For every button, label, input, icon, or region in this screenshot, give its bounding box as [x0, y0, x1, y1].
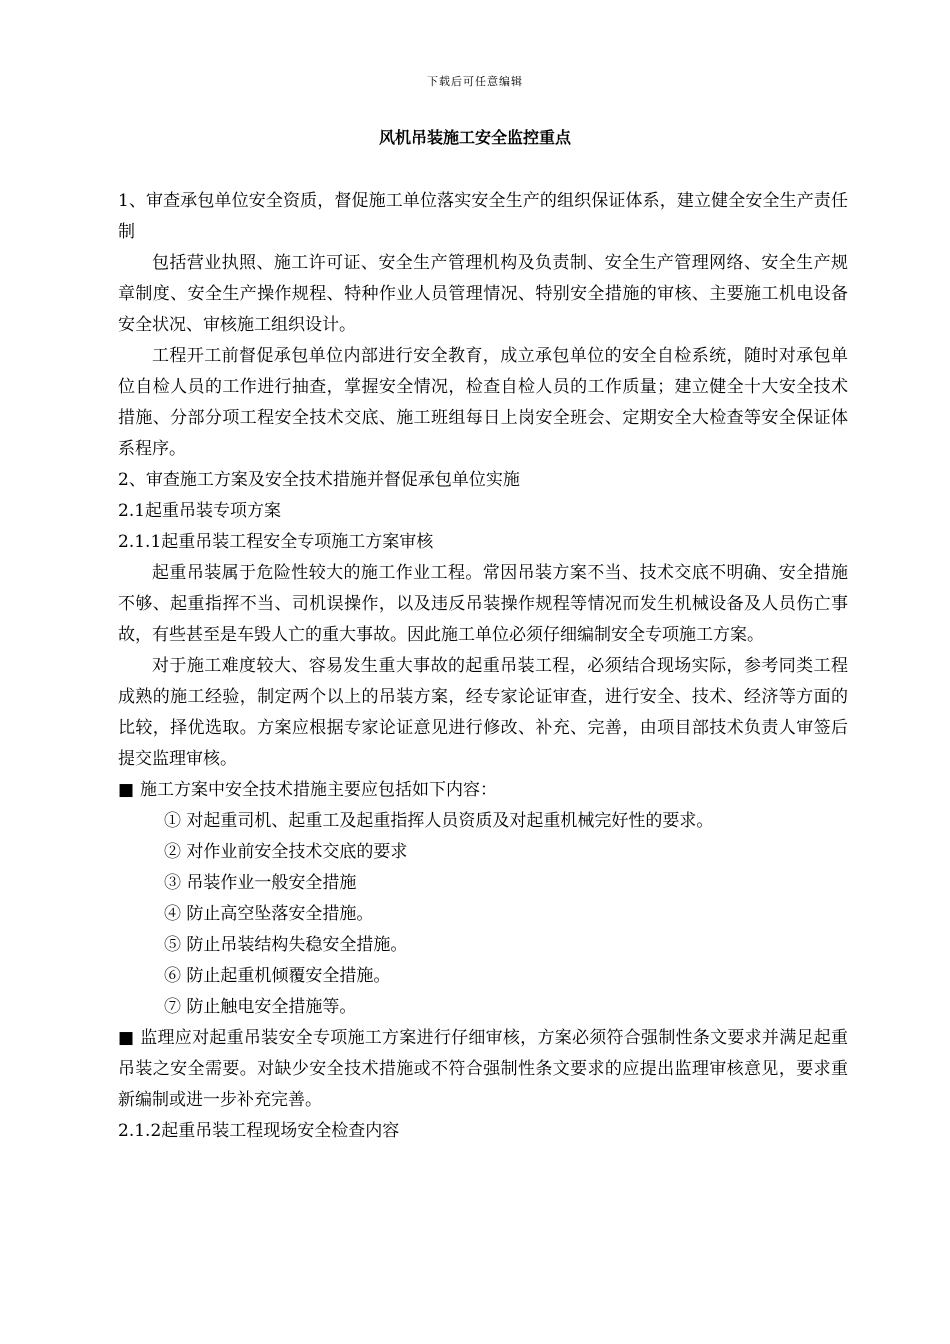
section-2-1-2-heading: 2.1.2起重吊装工程现场安全检查内容	[118, 1121, 400, 1141]
list-item: ⑥ 防止起重机倾覆安全措施。	[164, 966, 391, 986]
paragraph: 包括营业执照、施工许可证、安全生产管理机构及负责制、安全生产管理网络、安全生产规章制度、安全生产操作规程、特种作业人员管理情况、特别安全措施的审核、主要施工机电设备安全状况、审核施工组织设计。	[118, 253, 848, 335]
list-item: ④ 防止高空坠落安全措施。	[164, 904, 374, 924]
square-bullet-icon: ■	[118, 1028, 135, 1048]
section-2-1-1-heading: 2.1.1起重吊装工程安全专项施工方案审核	[118, 532, 434, 552]
document-title: 风机吊装施工安全监控重点	[378, 128, 571, 147]
square-bullet-icon: ■	[118, 780, 135, 800]
document-body	[118, 186, 848, 1147]
list-item: ① 对起重司机、起重工及起重指挥人员资质及对起重机械完好性的要求。	[164, 811, 714, 831]
list-item: ② 对作业前安全技术交底的要求	[164, 842, 408, 862]
list-item: ⑦ 防止触电安全措施等。	[164, 997, 357, 1017]
section-2-1-heading: 2.1起重吊装专项方案	[118, 501, 282, 521]
bullet-text: 监理应对起重吊装安全专项施工方案进行仔细审核，方案必须符合强制性条文要求并满足起重吊装之安全需要。对缺少安全技术措施或不符合强制性条文要求的应提出监理审核意见，要求重新编制或进一步补充完善。	[118, 1028, 848, 1110]
header-note: 下载后可任意编辑	[427, 75, 523, 88]
section-1-heading: 1、审查承包单位安全资质，督促施工单位落实安全生产的组织保证体系，建立健全安全生产责任制	[118, 191, 848, 242]
bullet-paragraph	[118, 1023, 848, 1116]
paragraph: 工程开工前督促承包单位内部进行安全教育，成立承包单位的安全自检系统，随时对承包单位自检人员的工作进行抽查，掌握安全情况，检查自检人员的工作质量；建立健全十大安全技术措施、分部分项工程安全技术交底、施工班组每日上岗安全班会、定期安全大检查等安全保证体系程序。	[118, 346, 848, 459]
section-2-heading: 2、审查施工方案及安全技术措施并督促承包单位实施	[118, 470, 520, 490]
paragraph: 起重吊装属于危险性较大的施工作业工程。常因吊装方案不当、技术交底不明确、安全措施不够、起重指挥不当、司机误操作，以及违反吊装操作规程等情况而发生机械设备及人员伤亡事故，有些甚至是车毁人亡的重大事故。因此施工单位必须仔细编制安全专项施工方案。	[118, 563, 848, 645]
bullet-text: 施工方案中安全技术措施主要应包括如下内容：	[140, 780, 497, 800]
paragraph: 对于施工难度较大、容易发生重大事故的起重吊装工程，必须结合现场实际，参考同类工程成熟的施工经验，制定两个以上的吊装方案，经专家论证审查，进行安全、技术、经济等方面的比较，择优选取。方案应根据专家论证意见进行修改、补充、完善，由项目部技术负责人审签后提交监理审核。	[118, 656, 848, 769]
bullet-paragraph	[118, 775, 848, 806]
list-item: ⑤ 防止吊装结构失稳安全措施。	[164, 935, 408, 955]
list-item: ③ 吊装作业一般安全措施	[164, 873, 357, 893]
